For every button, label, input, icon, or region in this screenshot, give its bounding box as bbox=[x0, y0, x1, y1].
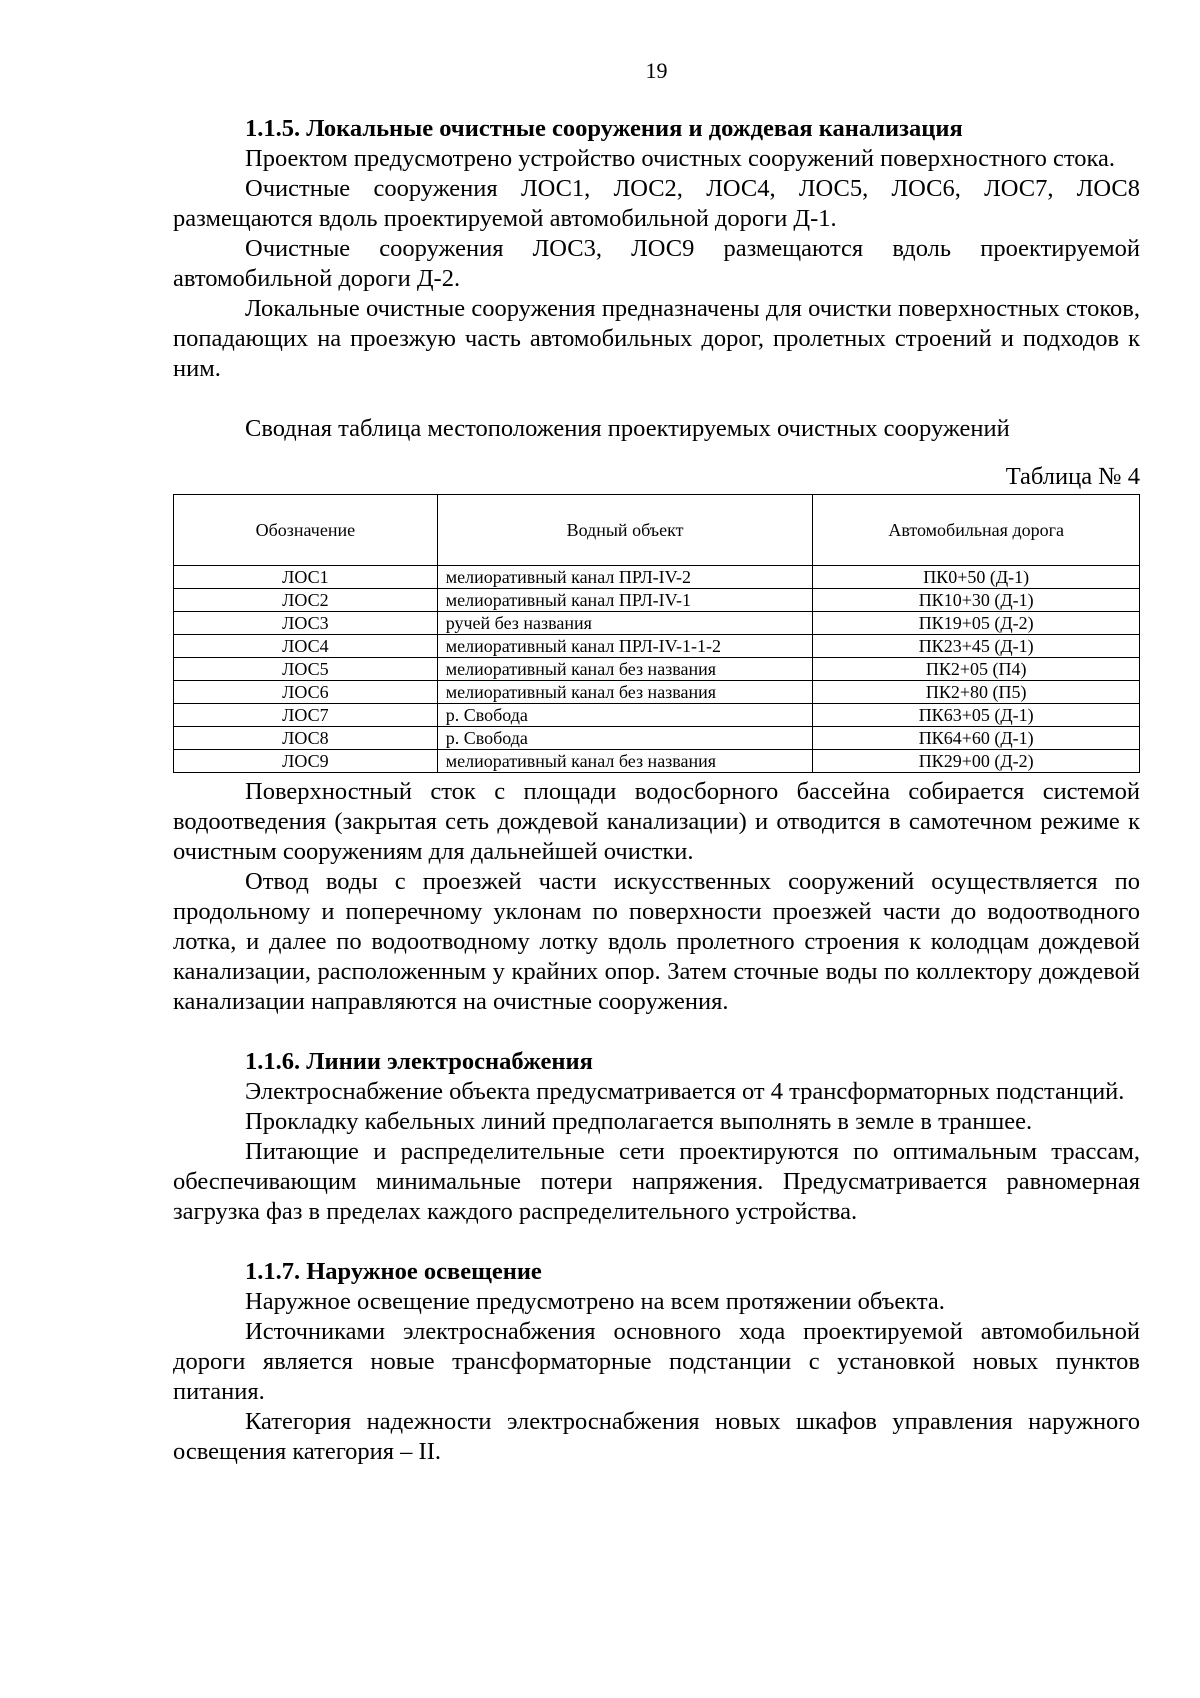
table-cell: мелиоративный канал без названия bbox=[437, 750, 813, 773]
table-cell: ручей без названия bbox=[437, 612, 813, 635]
table-row bbox=[174, 658, 1140, 681]
section-heading: 1.1.5. Локальные очистные сооружения и дождевая канализация bbox=[245, 115, 963, 142]
paragraph: Категория надежности электроснабжения новых шкафов управления наружного освещения категория – II. bbox=[173, 1408, 1140, 1465]
table-cell: ЛОС5 bbox=[174, 658, 438, 681]
paragraph: Очистные сооружения ЛОС3, ЛОС9 размещаются вдоль проектируемой автомобильной дороги Д-2. bbox=[173, 235, 1140, 292]
table-cell: ПК63+05 (Д-1) bbox=[813, 704, 1140, 727]
paragraph: Питающие и распределительные сети проектируются по оптимальным трассам, обеспечивающим минимальные потери напряжения. Предусматривается равномерная загрузка фаз в пределах каждого распределительного устройства. bbox=[173, 1138, 1140, 1225]
paragraph: Источниками электроснабжения основного хода проектируемой автомобильной дороги является новые трансформаторные подстанции с установкой новых пунктов питания. bbox=[173, 1318, 1140, 1405]
table-cell: ЛОС3 bbox=[174, 612, 438, 635]
table-row bbox=[174, 635, 1140, 658]
table-cell: ПК2+05 (П4) bbox=[813, 658, 1140, 681]
table-row bbox=[174, 589, 1140, 612]
spacer bbox=[173, 1227, 1140, 1257]
column-header: Водный объект bbox=[437, 495, 813, 566]
table-row bbox=[174, 612, 1140, 635]
table-header-row bbox=[174, 495, 1140, 566]
table-cell: мелиоративный канал без названия bbox=[437, 658, 813, 681]
table-cell: ЛОС9 bbox=[174, 750, 438, 773]
table-number: Таблица № 4 bbox=[1005, 463, 1140, 490]
paragraph: Отвод воды с проезжей части искусственных сооружений осуществляется по продольному и поперечному уклонам по поверхности проезжей части до водоотводного лотка, и далее по водоотводному лотку вдоль пролетного строения к колодцам дождевой канализации, расположенным у крайних опор. Затем сточные воды по коллектору дождевой канализации направляются на очистные сооружения. bbox=[173, 868, 1140, 1015]
page-number: 19 bbox=[645, 58, 668, 83]
table-caption: Сводная таблица местоположения проектируемых очистных сооружений bbox=[245, 415, 1010, 442]
paragraph: Очистные сооружения ЛОС1, ЛОС2, ЛОС4, ЛОС5, ЛОС6, ЛОС7, ЛОС8 размещаются вдоль проектируемой автомобильной дороги Д-1. bbox=[173, 175, 1140, 232]
table-cell: мелиоративный канал ПРЛ-IV-1-1-2 bbox=[437, 635, 813, 658]
column-header: Автомобильная дорога bbox=[813, 495, 1140, 566]
table-cell: ПК2+80 (П5) bbox=[813, 681, 1140, 704]
table-cell: ПК19+05 (Д-2) bbox=[813, 612, 1140, 635]
table-row bbox=[174, 750, 1140, 773]
table-cell: р. Свобода bbox=[437, 727, 813, 750]
table-cell: ПК23+45 (Д-1) bbox=[813, 635, 1140, 658]
column-header: Обозначение bbox=[174, 495, 438, 566]
table-row bbox=[174, 681, 1140, 704]
treatment-facilities-table bbox=[173, 494, 1140, 773]
paragraph: Прокладку кабельных линий предполагается выполнять в земле в траншее. bbox=[245, 1108, 1033, 1135]
table-cell: мелиоративный канал без названия bbox=[437, 681, 813, 704]
table-cell: ЛОС2 bbox=[174, 589, 438, 612]
table-row bbox=[174, 727, 1140, 750]
section-heading: 1.1.7. Наружное освещение bbox=[245, 1258, 542, 1285]
table-cell: мелиоративный канал ПРЛ-IV-2 bbox=[437, 566, 813, 589]
table-row bbox=[174, 704, 1140, 727]
paragraph: Проектом предусмотрено устройство очистных сооружений поверхностного стока. bbox=[245, 145, 1116, 172]
table-cell: ПК64+60 (Д-1) bbox=[813, 727, 1140, 750]
page-content bbox=[173, 114, 1140, 1467]
paragraph: Наружное освещение предусмотрено на всем протяжении объекта. bbox=[245, 1288, 945, 1315]
table-cell: ЛОС7 bbox=[174, 704, 438, 727]
paragraph: Поверхностный сток с площади водосборного бассейна собирается системой водоотведения (закрытая сеть дождевой канализации) и отводится в самотечном режиме к очистным сооружениям для дальнейшей очистки. bbox=[173, 778, 1140, 865]
table-cell: ЛОС1 bbox=[174, 566, 438, 589]
table-cell: ЛОС4 bbox=[174, 635, 438, 658]
table-cell: ПК10+30 (Д-1) bbox=[813, 589, 1140, 612]
table-cell: ЛОС6 bbox=[174, 681, 438, 704]
spacer bbox=[173, 1017, 1140, 1047]
section-heading: 1.1.6. Линии электроснабжения bbox=[245, 1048, 593, 1075]
table-cell: мелиоративный канал ПРЛ-IV-1 bbox=[437, 589, 813, 612]
paragraph: Локальные очистные сооружения предназначены для очистки поверхностных стоков, попадающих на проезжую часть автомобильных дорог, пролетных строений и подходов к ним. bbox=[173, 295, 1140, 382]
paragraph: Электроснабжение объекта предусматривается от 4 трансформаторных подстанций. bbox=[245, 1078, 1125, 1105]
table-cell: р. Свобода bbox=[437, 704, 813, 727]
table-row bbox=[174, 566, 1140, 589]
table-cell: ЛОС8 bbox=[174, 727, 438, 750]
table-cell: ПК0+50 (Д-1) bbox=[813, 566, 1140, 589]
table-cell: ПК29+00 (Д-2) bbox=[813, 750, 1140, 773]
